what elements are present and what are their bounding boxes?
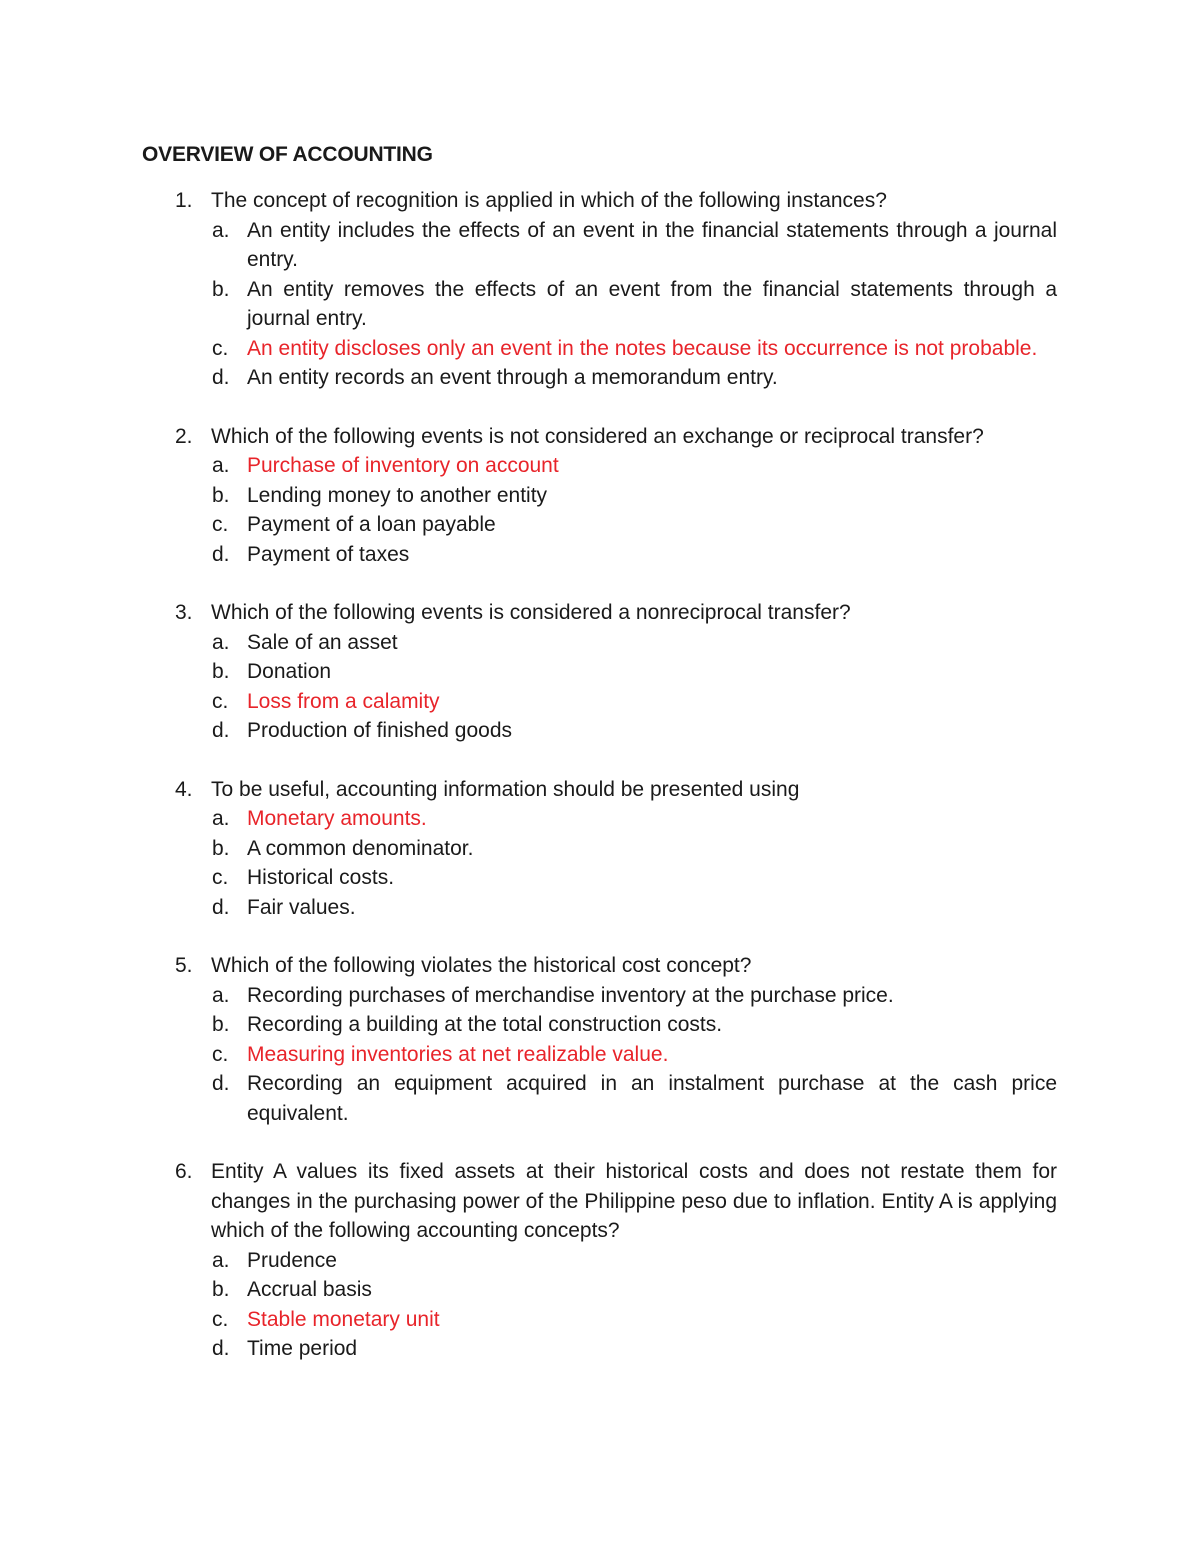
option-letter: b. bbox=[212, 277, 230, 301]
option-letter: d. bbox=[212, 542, 230, 566]
option-text: Sale of an asset bbox=[247, 630, 398, 654]
question-number: 6. bbox=[175, 1160, 193, 1183]
option-a-answer bbox=[212, 804, 1057, 834]
question-6 bbox=[175, 1157, 1057, 1364]
question-text: Which of the following violates the historical cost concept? bbox=[211, 954, 752, 977]
option-text: Fair values. bbox=[247, 895, 356, 919]
question-text: Which of the following events is not considered an exchange or reciprocal transfer? bbox=[211, 424, 984, 448]
option-c bbox=[212, 510, 1057, 540]
option-a bbox=[212, 1246, 1057, 1276]
option-text: Recording purchases of merchandise inventory at the purchase price. bbox=[247, 983, 894, 1007]
option-b bbox=[212, 1010, 1057, 1040]
option-letter: a. bbox=[212, 454, 230, 477]
option-letter: a. bbox=[212, 218, 230, 242]
option-a-answer bbox=[212, 451, 1057, 481]
option-text: Accrual basis bbox=[247, 1278, 372, 1301]
option-text: An entity records an event through a memorandum entry. bbox=[247, 366, 778, 389]
option-text: Recording an equipment acquired in an instalment purchase at the cash price equivalent. bbox=[247, 1072, 1057, 1125]
option-text: Lending money to another entity bbox=[247, 483, 548, 507]
question-number: 4. bbox=[175, 777, 193, 801]
option-c-answer bbox=[212, 1040, 1057, 1070]
question-stem bbox=[175, 775, 1057, 805]
option-d bbox=[212, 893, 1057, 923]
option-c-answer bbox=[212, 334, 1057, 364]
option-letter: c. bbox=[212, 336, 229, 360]
option-c-answer bbox=[212, 1305, 1057, 1335]
document-title: OVERVIEW OF ACCOUNTING bbox=[142, 143, 433, 166]
option-list bbox=[175, 216, 1057, 393]
question-number: 3. bbox=[175, 601, 193, 624]
option-d bbox=[212, 363, 1057, 393]
question-text: Entity A values its fixed assets at their historical costs and does not restate them for changes in the purchasing power of the Philippine peso due to inflation. Entity A is applying which of the following accounting concepts? bbox=[211, 1160, 1057, 1242]
option-letter: a. bbox=[212, 630, 230, 654]
option-text-answer: Stable monetary unit bbox=[247, 1307, 440, 1331]
option-text-answer: Purchase of inventory on account bbox=[247, 454, 559, 477]
option-letter: a. bbox=[212, 807, 230, 830]
option-text: A common denominator. bbox=[247, 836, 474, 860]
option-letter: a. bbox=[212, 1248, 230, 1272]
option-a bbox=[212, 981, 1057, 1011]
option-letter: b. bbox=[212, 836, 230, 860]
option-b bbox=[212, 1275, 1057, 1305]
option-d bbox=[212, 1334, 1057, 1364]
option-list bbox=[175, 804, 1057, 922]
question-number: 1. bbox=[175, 189, 193, 212]
option-letter: c. bbox=[212, 513, 229, 536]
option-text-answer: Measuring inventories at net realizable value. bbox=[247, 1042, 669, 1066]
option-text: Payment of a loan payable bbox=[247, 513, 496, 536]
option-d bbox=[212, 540, 1057, 570]
option-b bbox=[212, 275, 1057, 334]
option-letter: c. bbox=[212, 1042, 229, 1066]
question-number: 2. bbox=[175, 424, 193, 448]
option-list bbox=[175, 1246, 1057, 1364]
question-3 bbox=[175, 598, 1057, 746]
option-text: Recording a building at the total construction costs. bbox=[247, 1013, 723, 1036]
option-text: Production of finished goods bbox=[247, 719, 513, 742]
option-list bbox=[175, 451, 1057, 569]
option-letter: d. bbox=[212, 895, 230, 919]
option-list bbox=[175, 628, 1057, 746]
option-letter: d. bbox=[212, 1337, 230, 1360]
option-b bbox=[212, 657, 1057, 687]
option-letter: b. bbox=[212, 483, 230, 507]
option-letter: b. bbox=[212, 1013, 230, 1036]
option-letter: c. bbox=[212, 866, 229, 889]
option-text-answer: Monetary amounts. bbox=[247, 807, 427, 830]
option-text: Time period bbox=[247, 1337, 358, 1360]
question-4 bbox=[175, 775, 1057, 923]
option-text: An entity removes the effects of an event from the financial statements through a journal entry. bbox=[247, 277, 1057, 330]
question-stem bbox=[175, 951, 1057, 981]
option-d bbox=[212, 716, 1057, 746]
question-number: 5. bbox=[175, 954, 193, 977]
option-a bbox=[212, 216, 1057, 275]
option-a bbox=[212, 628, 1057, 658]
option-text: Historical costs. bbox=[247, 866, 395, 889]
option-letter: a. bbox=[212, 983, 230, 1007]
option-text: An entity includes the effects of an event in the financial statements through a journal entry. bbox=[247, 218, 1057, 271]
option-text: Payment of taxes bbox=[247, 542, 410, 566]
question-2 bbox=[175, 422, 1057, 570]
question-list bbox=[175, 186, 1057, 1393]
question-text: To be useful, accounting information should be presented using bbox=[211, 777, 800, 801]
question-stem bbox=[175, 186, 1057, 216]
option-text: Prudence bbox=[247, 1248, 337, 1272]
option-letter: d. bbox=[212, 1072, 230, 1095]
question-text: Which of the following events is considered a nonreciprocal transfer? bbox=[211, 601, 851, 624]
question-stem bbox=[175, 1157, 1057, 1246]
option-list bbox=[175, 981, 1057, 1129]
option-d bbox=[212, 1069, 1057, 1128]
option-text: Donation bbox=[247, 660, 332, 683]
question-text: The concept of recognition is applied in which of the following instances? bbox=[211, 189, 887, 212]
option-b bbox=[212, 834, 1057, 864]
option-letter: d. bbox=[212, 719, 230, 742]
question-stem bbox=[175, 422, 1057, 452]
option-letter: c. bbox=[212, 689, 229, 713]
option-text-answer: Loss from a calamity bbox=[247, 689, 440, 713]
question-stem bbox=[175, 598, 1057, 628]
option-letter: c. bbox=[212, 1307, 229, 1331]
option-text-answer: An entity discloses only an event in the notes because its occurrence is not probable. bbox=[247, 336, 1038, 360]
option-c bbox=[212, 863, 1057, 893]
option-letter: b. bbox=[212, 1278, 230, 1301]
option-b bbox=[212, 481, 1057, 511]
question-5 bbox=[175, 951, 1057, 1128]
option-c-answer bbox=[212, 687, 1057, 717]
option-letter: b. bbox=[212, 660, 230, 683]
question-1 bbox=[175, 186, 1057, 393]
option-letter: d. bbox=[212, 366, 230, 389]
